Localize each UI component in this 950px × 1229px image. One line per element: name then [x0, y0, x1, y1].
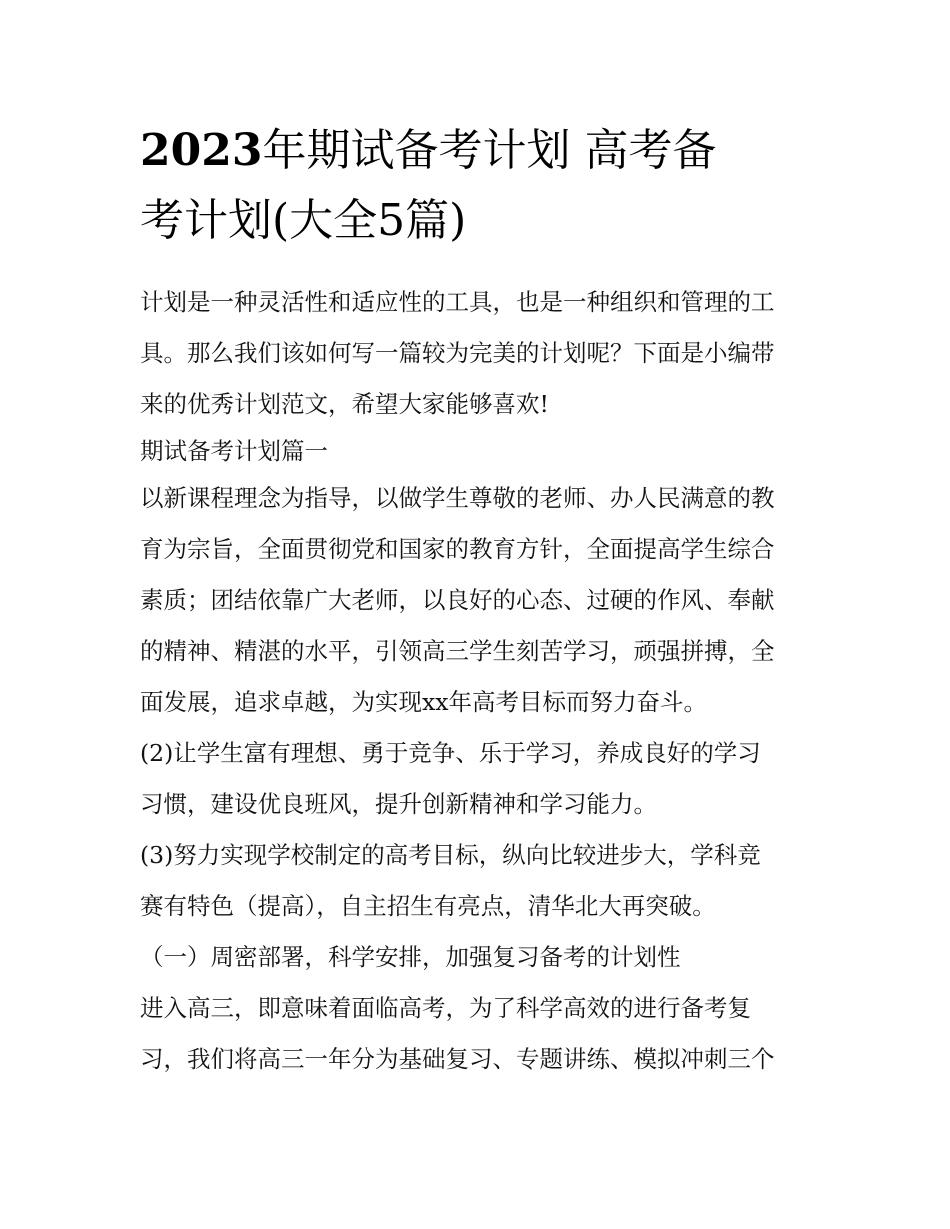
- paragraph-line: 面发展，追求卓越，为实现xx年高考目标而努力奋斗。: [140, 688, 708, 716]
- paragraph-line: (2)让学生富有理想、勇于竞争、乐于学习，养成良好的学习: [140, 739, 761, 767]
- document-title: [140, 116, 820, 256]
- paragraph-line: 以新课程理念为指导，以做学生尊敬的老师、办人民满意的教: [140, 484, 775, 512]
- section-heading: 期试备考计划篇一: [140, 437, 328, 465]
- intro-line: 具。那么我们该如何写一篇较为完美的计划呢？下面是小编带: [140, 339, 775, 367]
- paragraph-line: 的精神、精湛的水平，引领高三学生刻苦学习，顽强拼搏，全: [140, 637, 775, 665]
- paragraph-line: 素质；团结依靠广大老师，以良好的心态、过硬的作风、奉献: [140, 586, 775, 614]
- document-body: [140, 277, 820, 1085]
- paragraph-line: 赛有特色（提高），自主招生有亮点，清华北大再突破。: [140, 892, 716, 920]
- paragraph-line: 习，我们将高三一年分为基础复习、专题讲练、模拟冲刺三个: [140, 1045, 775, 1073]
- title-line-1-rest: 年期试备考计划 高考备: [262, 125, 717, 176]
- paragraph-line: 习惯，建设优良班风，提升创新精神和学习能力。: [140, 790, 657, 818]
- title-line-1: [140, 116, 820, 186]
- paragraph-line: (3)努力实现学校制定的高考目标，纵向比较进步大，学科竞: [140, 841, 761, 869]
- title-line-2: 考计划(大全5篇): [140, 195, 467, 246]
- paragraph-line: 育为宗旨，全面贯彻党和国家的教育方针，全面提高学生综合: [140, 535, 775, 563]
- paragraph-line: 进入高三，即意味着面临高考，为了科学高效的进行备考复: [140, 994, 751, 1022]
- title-year: 2023: [140, 125, 263, 176]
- subheading: （一）周密部署，科学安排，加强复习备考的计划性: [140, 943, 681, 971]
- intro-line: 来的优秀计划范文，希望大家能够喜欢!: [140, 390, 549, 418]
- intro-line: 计划是一种灵活性和适应性的工具，也是一种组织和管理的工: [140, 288, 775, 316]
